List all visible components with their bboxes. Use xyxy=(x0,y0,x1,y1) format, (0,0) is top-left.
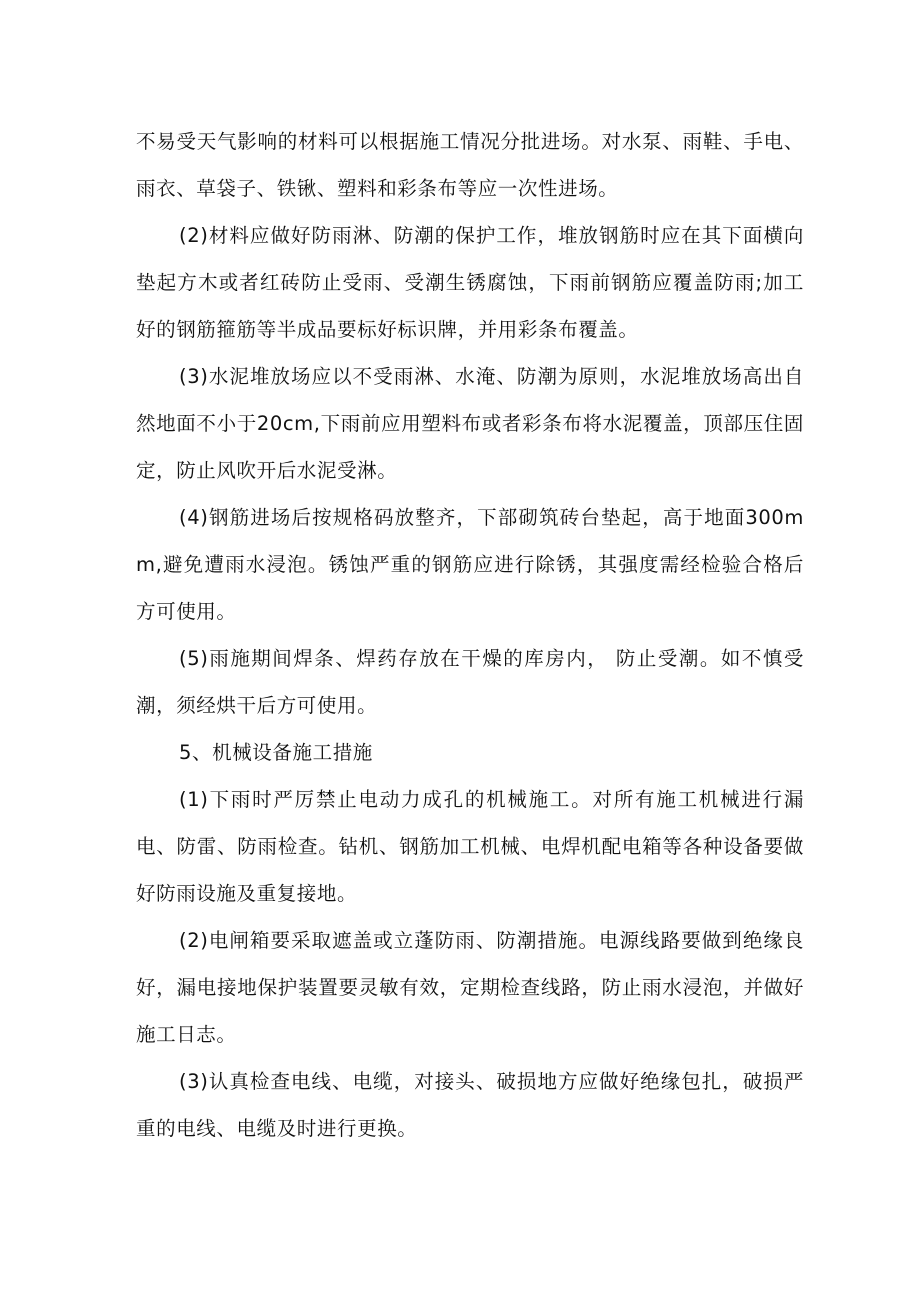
paragraph-item-5: (5)雨施期间焊条、焊药存放在干燥的库房内， 防止受潮。如不慎受潮，须经烘干后方可使用。 xyxy=(136,647,804,717)
section-paragraph-3: (3)认真检查电线、电缆，对接头、破损地方应做好绝缘包扎，破损严重的电线、电缆及时进行更换。 xyxy=(136,1070,804,1140)
section-heading: 5、机械设备施工措施 xyxy=(179,741,373,764)
document-body xyxy=(136,118,804,1152)
paragraph-item-2: (2)材料应做好防雨淋、防潮的保护工作，堆放钢筋时应在其下面横向垫起方木或者红砖防止受雨、受潮生锈腐蚀，下雨前钢筋应覆盖防雨;加工好的钢筋箍筋等半成品要标好标识牌，并用彩条布覆盖。 xyxy=(136,224,804,341)
paragraph-item-3: (3)水泥堆放场应以不受雨淋、水淹、防潮为原则，水泥堆放场高出自然地面不小于20cm,下雨前应用塑料布或者彩条布将水泥覆盖，顶部压住固定，防止风吹开后水泥受淋。 xyxy=(136,365,804,482)
section-paragraph-1: (1)下雨时严厉禁止电动力成孔的机械施工。对所有施工机械进行漏电、防雷、防雨检查。钻机、钢筋加工机械、电焊机配电箱等各种设备要做好防雨设施及重复接地。 xyxy=(136,788,804,905)
paragraph-material-entry: 不易受天气影响的材料可以根据施工情况分批进场。对水泵、雨鞋、手电、雨衣、草袋子、铁锹、塑料和彩条布等应一次性进场。 xyxy=(136,130,804,200)
paragraph-item-4: (4)钢筋进场后按规格码放整齐，下部砌筑砖台垫起，高于地面300mm,避免遭雨水浸泡。锈蚀严重的钢筋应进行除锈，其强度需经检验合格后方可使用。 xyxy=(136,506,804,623)
section-paragraph-2: (2)电闸箱要采取遮盖或立蓬防雨、防潮措施。电源线路要做到绝缘良好，漏电接地保护装置要灵敏有效，定期检查线路，防止雨水浸泡，并做好施工日志。 xyxy=(136,929,804,1046)
